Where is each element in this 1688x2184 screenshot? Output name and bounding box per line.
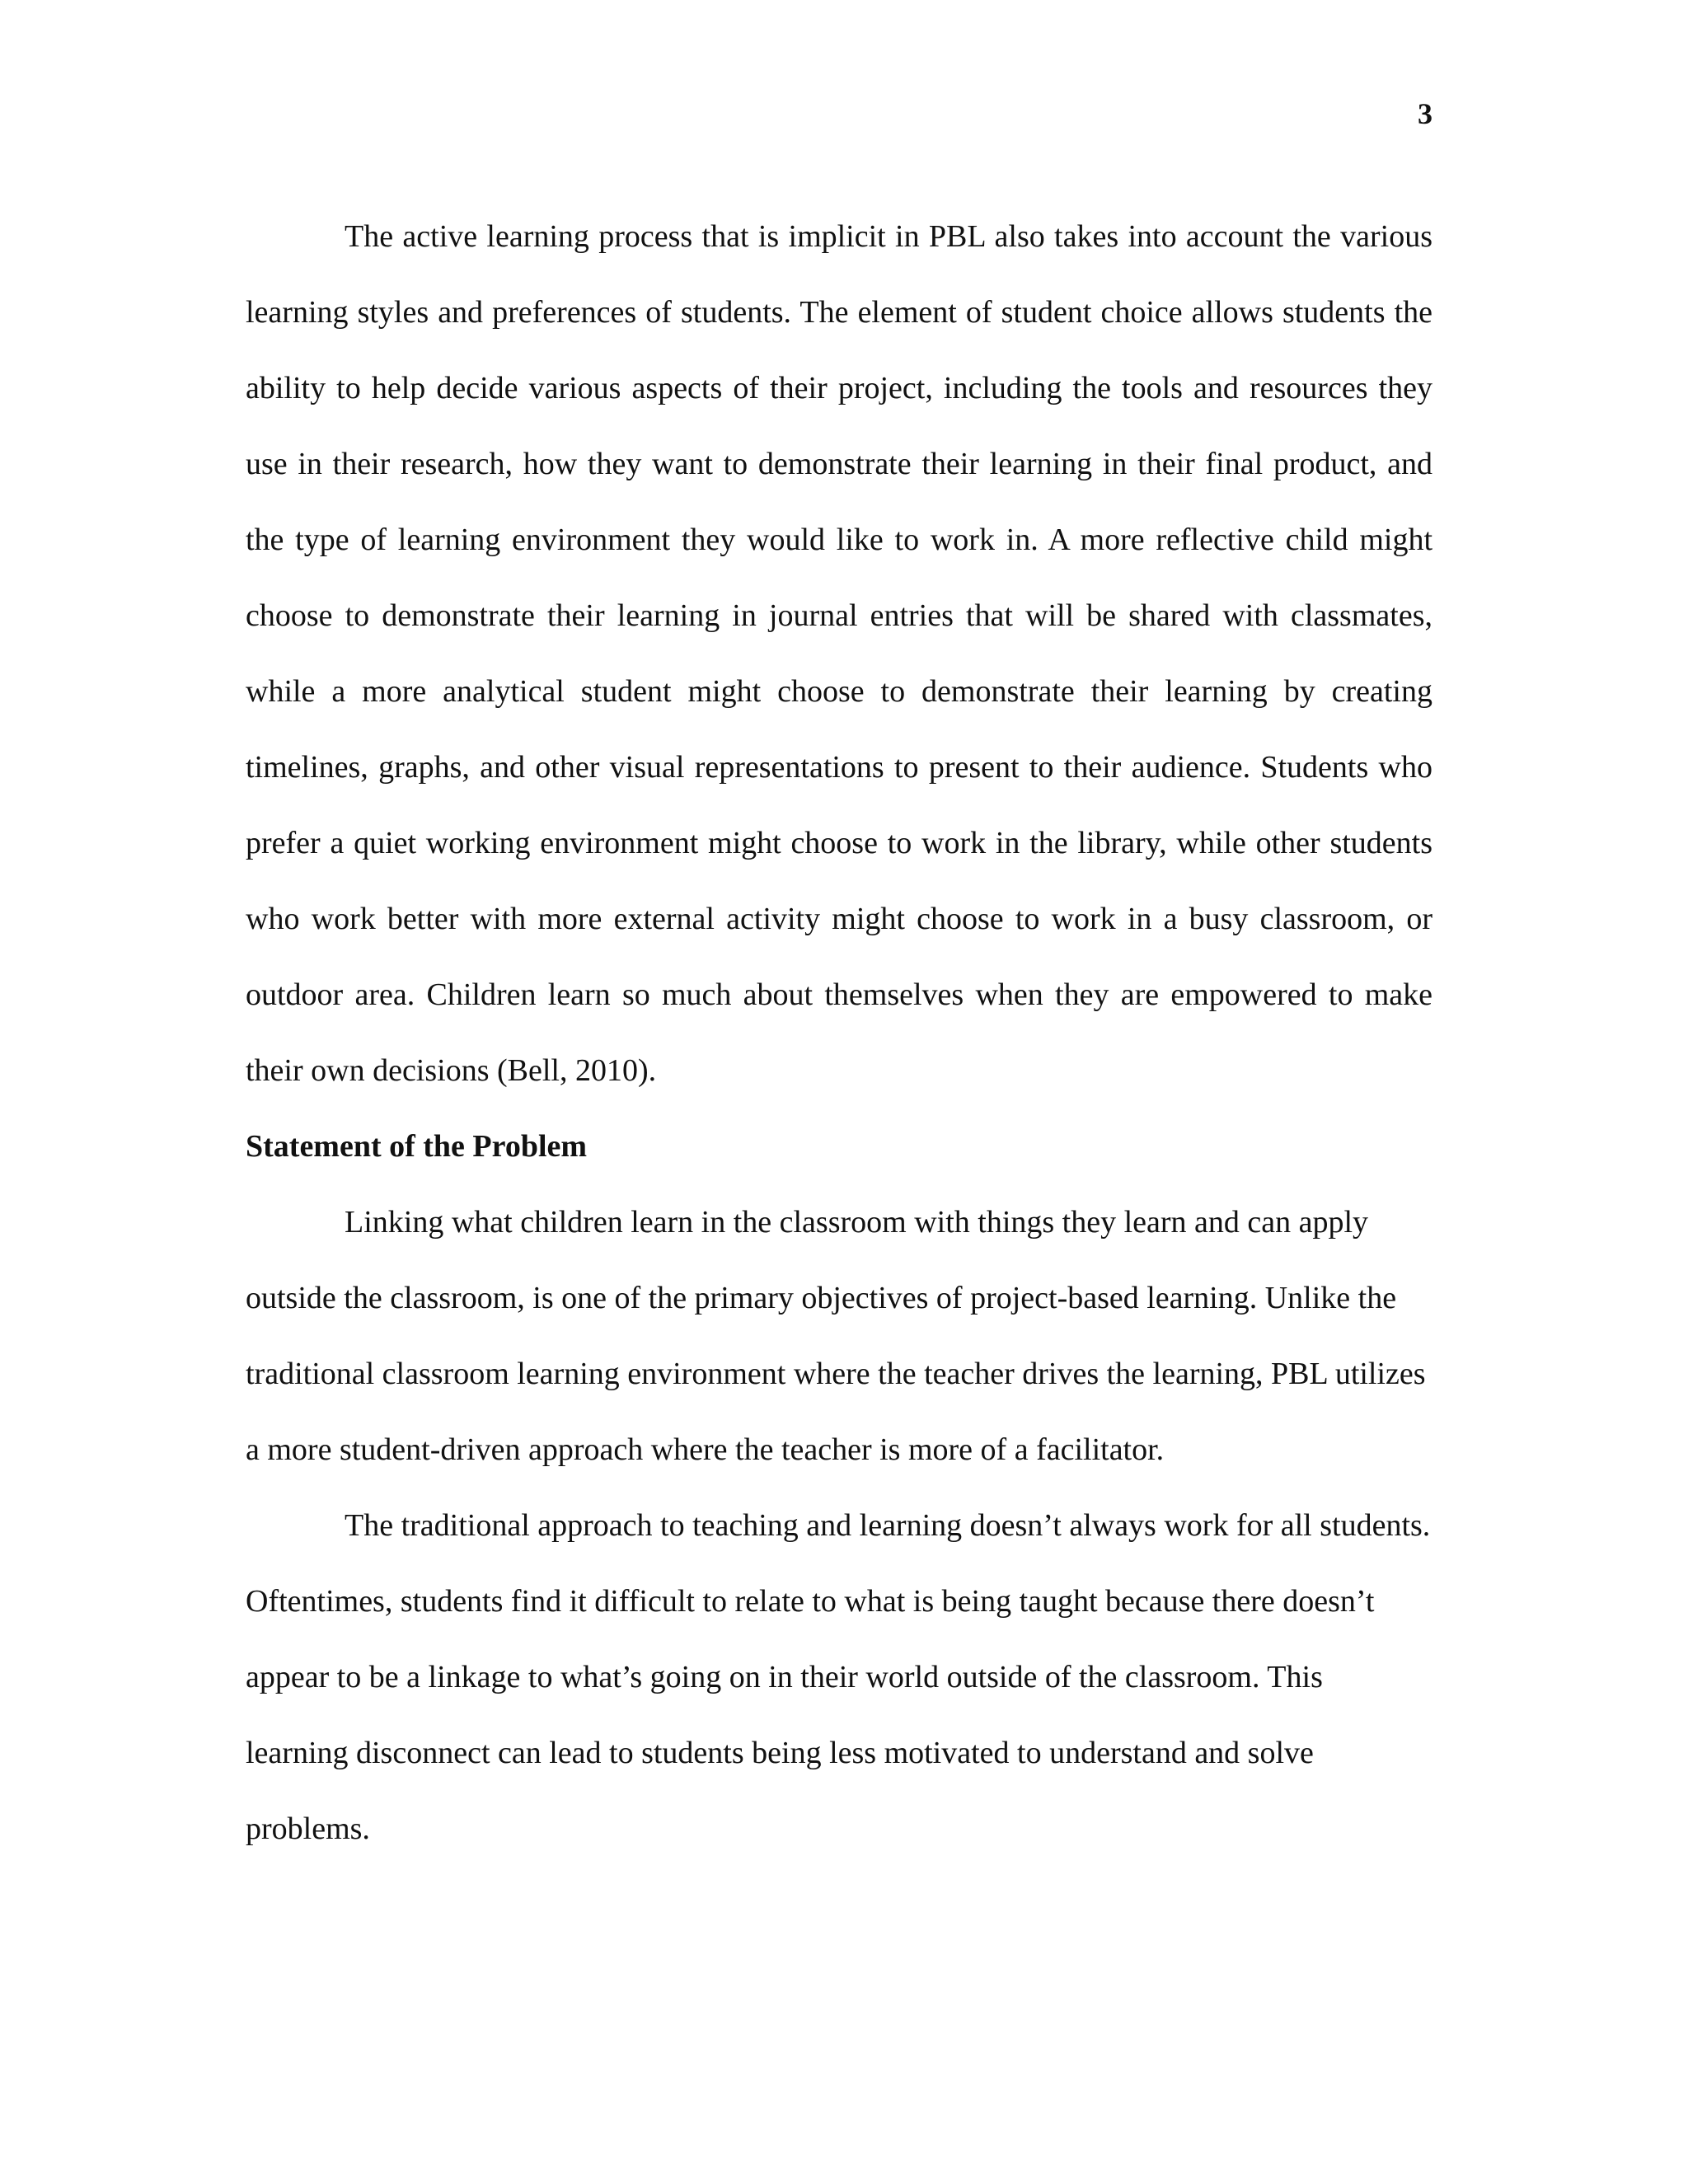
section-heading-problem-statement: Statement of the Problem (246, 1129, 588, 1164)
document-body (246, 199, 1432, 1867)
body-paragraph-pbl-objectives: Linking what children learn in the classroom with things they learn and can apply outside the classroom, is one of the primary objectives of project-based learning. Unlike the traditional classroom learning environment where the teacher drives the learning, PBL utilizes a more student-driven approach where the teacher is more of a facilitator. (246, 1205, 1426, 1467)
body-paragraph-learning-styles: The active learning process that is implicit in PBL also takes into account the various learning styles and preferences of students. The element of student choice allows students the ability to help decide various aspects of their project, including the tools and resources they use in their research, how they want to demonstrate their learning in their final product, and the type of learning environment they would like to work in. A more reflective child might choose to demonstrate their learning in journal entries that will be shared with classmates, while a more analytical student might choose to demonstrate their learning by creating timelines, graphs, and other visual representations to present to their audience. Students who prefer a quiet working environment might choose to work in the library, while other students who work better with more external activity might choose to work in a busy classroom, or outdoor area. Children learn so much about themselves when they are empowered to make their own decisions (Bell, 2010). (246, 219, 1432, 1088)
body-paragraph-traditional-approach: The traditional approach to teaching and learning doesn’t always work for all students. Oftentimes, students find it difficult to relate to what is being taught because there doesn’t appear to be a linkage to what’s going on in their world outside of the classroom. This learning disconnect can lead to students being less motivated to understand and solve problems. (246, 1508, 1431, 1846)
page-number: 3 (1418, 97, 1432, 130)
